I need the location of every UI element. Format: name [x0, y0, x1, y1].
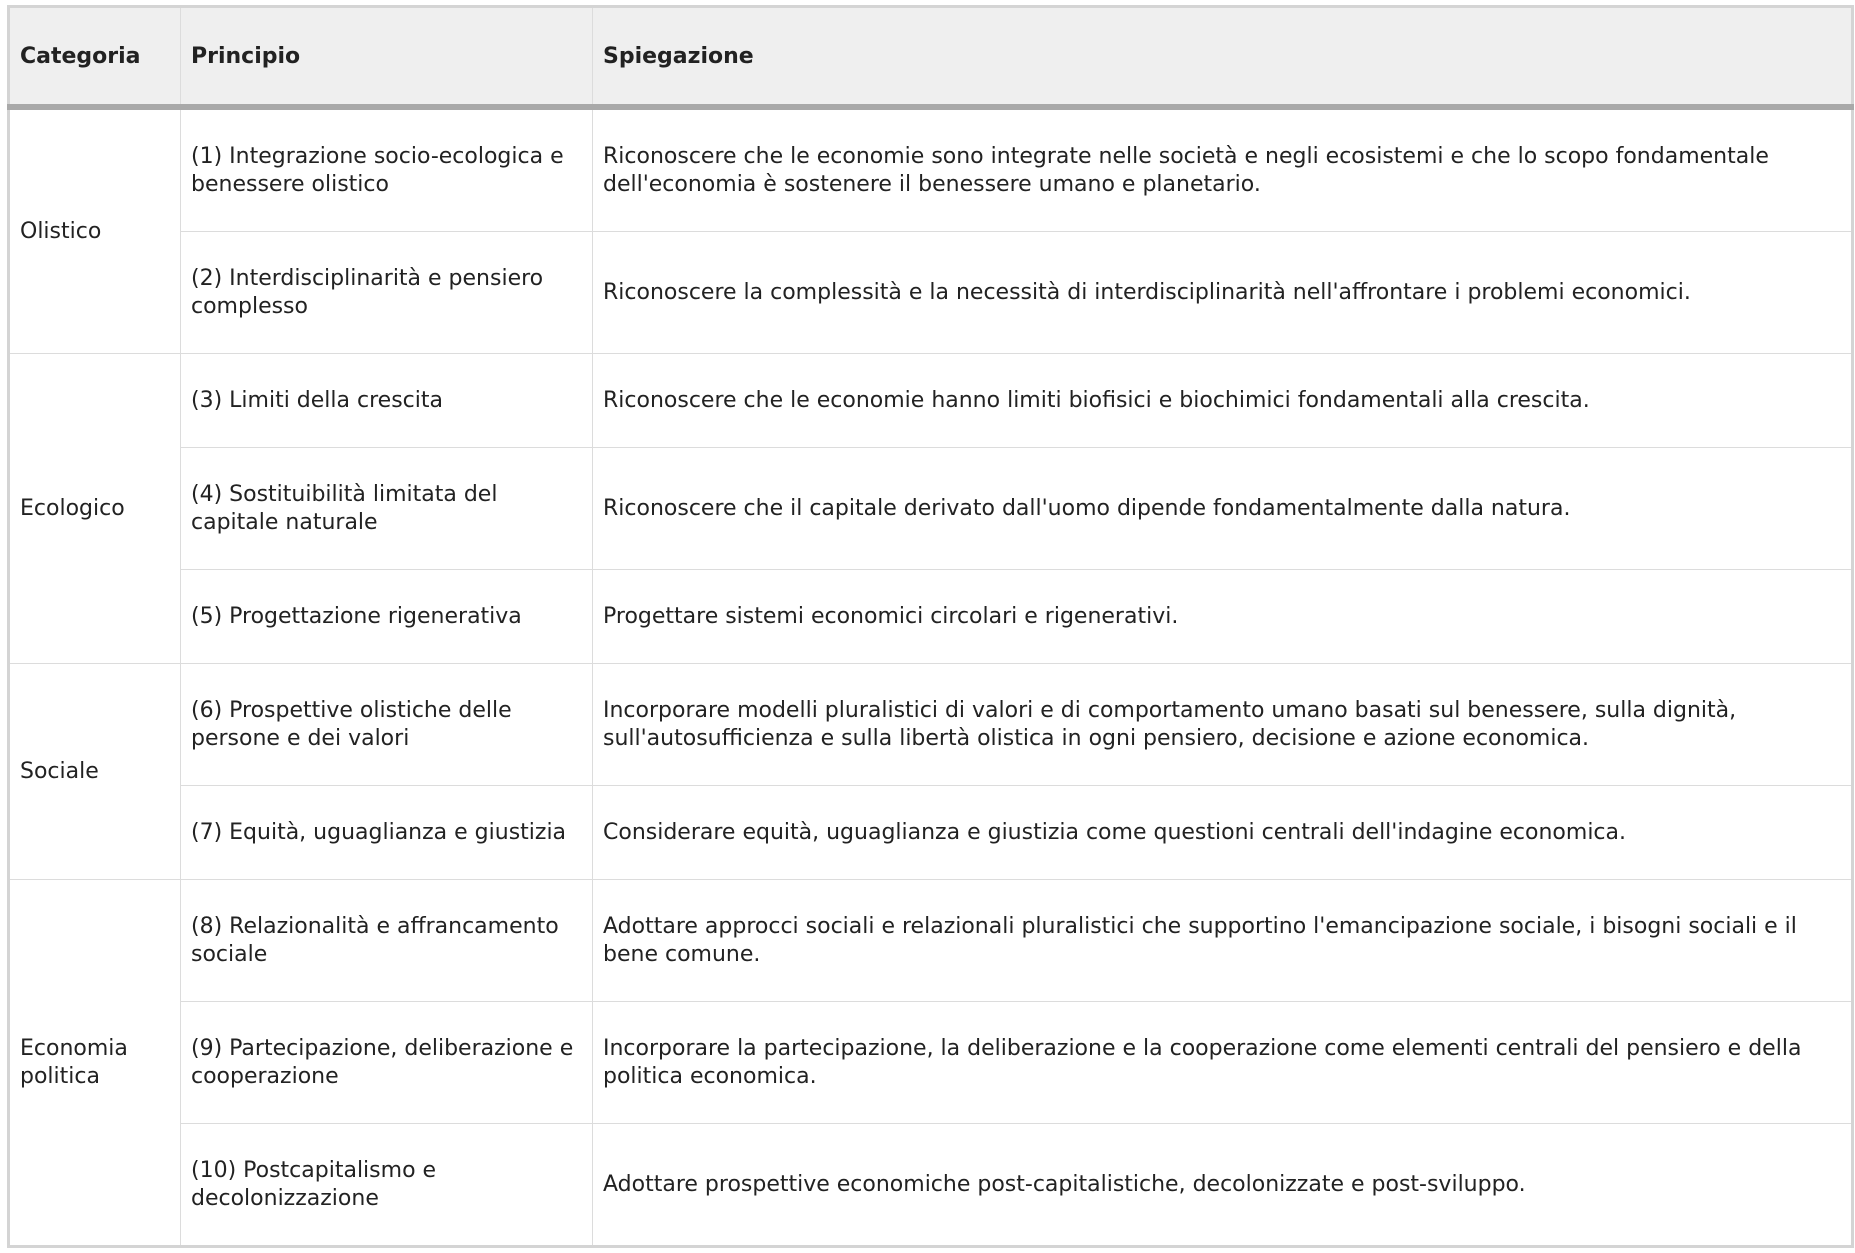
category-cell-ecologico: Ecologico [9, 354, 181, 664]
principles-table-container [7, 5, 1851, 1248]
principle-cell: (2) Interdisciplinarità e pensiero complesso [181, 232, 593, 354]
table-row [9, 570, 1853, 664]
table-header [9, 7, 1853, 108]
category-cell-olistico: Olistico [9, 107, 181, 354]
table-row [9, 232, 1853, 354]
header-categoria: Categoria [9, 7, 181, 108]
table-row [9, 354, 1853, 448]
table-row [9, 1002, 1853, 1124]
table-row [9, 786, 1853, 880]
explanation-cell: Riconoscere che il capitale derivato dall'uomo dipende fondamentalmente dalla natura. [593, 448, 1853, 570]
explanation-cell: Progettare sistemi economici circolari e rigenerativi. [593, 570, 1853, 664]
explanation-cell: Incorporare la partecipazione, la deliberazione e la cooperazione come elementi centrali del pensiero e della politica economica. [593, 1002, 1853, 1124]
header-principio: Principio [181, 7, 593, 108]
header-row [9, 7, 1853, 108]
principle-cell: (3) Limiti della crescita [181, 354, 593, 448]
principle-cell: (6) Prospettive olistiche delle persone e dei valori [181, 664, 593, 786]
table-row [9, 880, 1853, 1002]
explanation-cell: Riconoscere che le economie hanno limiti biofisici e biochimici fondamentali alla crescita. [593, 354, 1853, 448]
header-spiegazione: Spiegazione [593, 7, 1853, 108]
principles-table [7, 5, 1854, 1248]
table-row [9, 107, 1853, 232]
table-row [9, 448, 1853, 570]
explanation-cell: Incorporare modelli pluralistici di valori e di comportamento umano basati sul benessere, sulla dignità, sull'autosufficienza e sulla libertà olistica in ogni pensiero, decisione e azione economica. [593, 664, 1853, 786]
table-body [9, 107, 1853, 1247]
explanation-cell: Considerare equità, uguaglianza e giustizia come questioni centrali dell'indagine economica. [593, 786, 1853, 880]
category-cell-economia-politica: Economia politica [9, 880, 181, 1247]
principle-cell: (7) Equità, uguaglianza e giustizia [181, 786, 593, 880]
principle-cell: (1) Integrazione socio-ecologica e benessere olistico [181, 107, 593, 232]
principle-cell: (4) Sostituibilità limitata del capitale naturale [181, 448, 593, 570]
explanation-cell: Adottare approcci sociali e relazionali pluralistici che supportino l'emancipazione sociale, i bisogni sociali e il bene comune. [593, 880, 1853, 1002]
explanation-cell: Riconoscere la complessità e la necessità di interdisciplinarità nell'affrontare i problemi economici. [593, 232, 1853, 354]
principle-cell: (9) Partecipazione, deliberazione e cooperazione [181, 1002, 593, 1124]
principle-cell: (5) Progettazione rigenerativa [181, 570, 593, 664]
table-row [9, 1124, 1853, 1247]
explanation-cell: Riconoscere che le economie sono integrate nelle società e negli ecosistemi e che lo scopo fondamentale dell'economia è sostenere il benessere umano e planetario. [593, 107, 1853, 232]
explanation-cell: Adottare prospettive economiche post-capitalistiche, decolonizzate e post-sviluppo. [593, 1124, 1853, 1247]
principle-cell: (8) Relazionalità e affrancamento sociale [181, 880, 593, 1002]
category-cell-sociale: Sociale [9, 664, 181, 880]
principle-cell: (10) Postcapitalismo e decolonizzazione [181, 1124, 593, 1247]
table-row [9, 664, 1853, 786]
